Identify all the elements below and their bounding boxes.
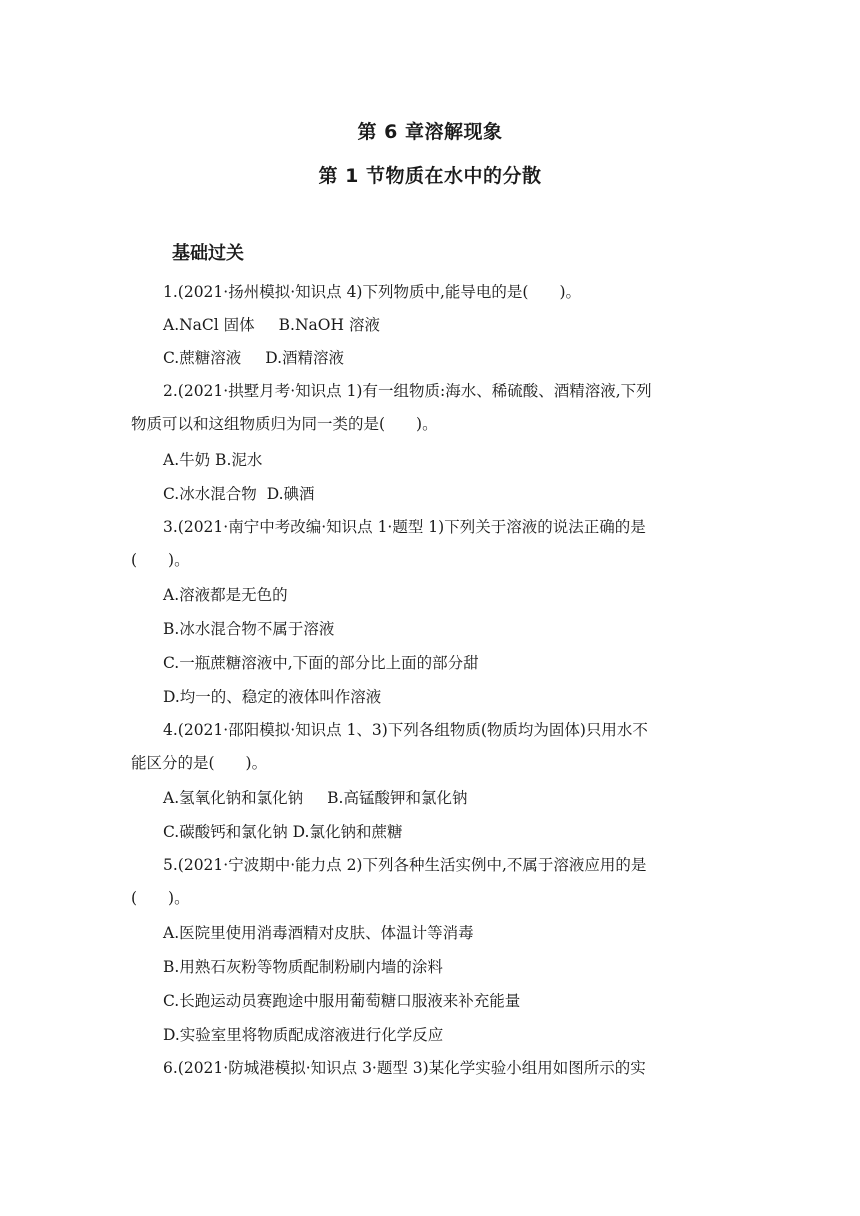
question-4-stem-line-2: 能区分的是( )。 — [131, 754, 268, 772]
chapter-title: 第 6 章溶解现象 — [357, 121, 503, 143]
question-5-option-b: B.用熟石灰粉等物质配制粉刷内墙的涂料 — [163, 958, 443, 976]
question-4-options-row-2: C.碳酸钙和氯化钠 D.氯化钠和蔗糖 — [163, 823, 403, 841]
question-3-stem-line-1: 3.(2021·南宁中考改编·知识点 1·题型 1)下列关于溶液的说法正确的是 — [163, 518, 646, 536]
question-5-stem-line-1: 5.(2021·宁波期中·能力点 2)下列各种生活实例中,不属于溶液应用的是 — [163, 856, 647, 874]
option-a: A.氢氧化钠和氯化钠 — [163, 789, 304, 807]
section-title: 第 1 节物质在水中的分散 — [318, 165, 542, 187]
question-1-options-row-1 — [163, 315, 380, 335]
option-d: D.碘酒 — [266, 485, 315, 503]
question-5-option-d: D.实验室里将物质配成溶液进行化学反应 — [163, 1026, 444, 1044]
question-5-option-c: C.长跑运动员赛跑途中服用葡萄糖口服液来补充能量 — [163, 992, 521, 1010]
question-3-option-d: D.均一的、稳定的液体叫作溶液 — [163, 688, 382, 706]
question-3-option-b: B.冰水混合物不属于溶液 — [163, 620, 335, 638]
option-c: C.蔗糖溶液 — [163, 349, 242, 367]
question-2-stem-line-1: 2.(2021·拱墅月考·知识点 1)有一组物质:海水、稀硫酸、酒精溶液,下列 — [163, 382, 652, 400]
question-4-stem-line-1: 4.(2021·邵阳模拟·知识点 1、3)下列各组物质(物质均为固体)只用水不 — [163, 721, 648, 739]
question-3-option-c: C.一瓶蔗糖溶液中,下面的部分比上面的部分甜 — [163, 654, 479, 672]
question-2-options-row-1 — [163, 450, 262, 470]
question-3-option-a: A.溶液都是无色的 — [163, 586, 288, 604]
option-a: A.NaCl 固体 — [163, 316, 255, 334]
question-6-stem-line-1: 6.(2021·防城港模拟·知识点 3·题型 3)某化学实验小组用如图所示的实 — [163, 1059, 646, 1077]
question-3-stem-line-2: ( )。 — [131, 551, 190, 569]
heading-basic: 基础过关 — [172, 243, 244, 264]
question-1-stem-line-1: 1.(2021·扬州模拟·知识点 4)下列物质中,能导电的是( )。 — [163, 283, 581, 301]
question-4-options-row-1 — [163, 788, 467, 808]
option-b: B.高锰酸钾和氯化钠 — [327, 789, 468, 807]
option-d: D.酒精溶液 — [265, 349, 345, 367]
option-b: B.NaOH 溶液 — [278, 316, 380, 334]
question-1-options-row-2 — [163, 348, 344, 368]
question-5-option-a: A.医院里使用消毒酒精对皮肤、体温计等消毒 — [163, 924, 474, 942]
question-5-stem-line-2: ( )。 — [131, 889, 190, 907]
question-2-options-row-2 — [163, 484, 315, 504]
option-c: C.冰水混合物 — [163, 485, 257, 503]
option-ab: A.牛奶 B.泥水 — [163, 451, 263, 469]
question-2-stem-line-2: 物质可以和这组物质归为同一类的是( )。 — [131, 415, 438, 433]
